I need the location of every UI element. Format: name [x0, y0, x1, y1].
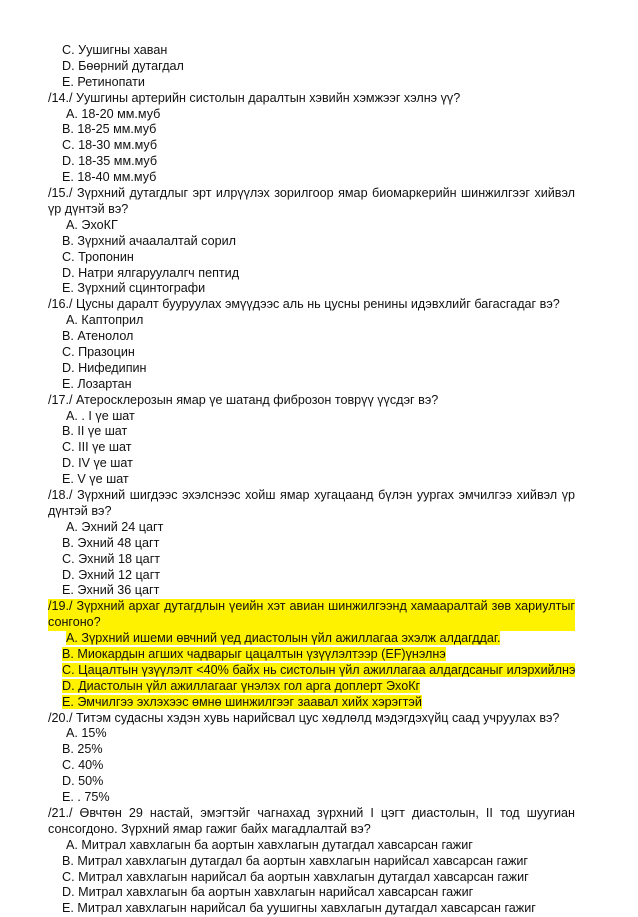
answer-option-row	[0, 440, 638, 456]
answer-option: D. 18-35 мм.муб	[62, 154, 158, 169]
answer-option: D. Митрал хавхлагын ба аортын хавхлагын нарийсал хавсарсан гажиг	[62, 885, 474, 900]
answer-option: E. Лозартан	[62, 376, 132, 391]
answer-option: C. 40%	[62, 758, 104, 773]
answer-option: E. . 75%	[62, 790, 110, 805]
question-text: /14./ Уушгины артерийн систолын даралтын хэвийн хэмжээг хэлнэ үү?	[48, 90, 461, 105]
answer-option-row	[0, 631, 638, 647]
answer-option-row	[0, 552, 638, 568]
answer-option: D. IV үе шат	[62, 456, 133, 471]
answer-option: B. Миокардын агших чадварыг цацалтын үзүүлэлтээр (EF)үнэлнэ	[62, 646, 446, 661]
answer-option: A. Каптоприл	[66, 313, 144, 328]
answer-option: E. Зүрхний сцинтографи	[62, 281, 206, 296]
answer-option: C. 18-30 мм.муб	[62, 138, 158, 153]
answer-option: A. Митрал хавхлагын ба аортын хавхлагын дутагдал хавсарсан гажиг	[66, 837, 473, 852]
answer-option: D. Эхний 12 цагт	[62, 567, 161, 582]
answer-option: D. Диастолын үйл ажиллагааг үнэлэх гол арга доплерт ЭхоКг	[62, 678, 421, 693]
answer-option: E. Митрал хавхлагын нарийсал ба уушигны хавхлагын дутагдал хавсарсан гажиг	[62, 901, 536, 916]
answer-option-row	[0, 726, 638, 742]
answer-option-row	[0, 885, 638, 901]
answer-option-row	[0, 138, 638, 154]
answer-option-row	[0, 234, 638, 250]
answer-option-row	[0, 583, 638, 599]
answer-option-row	[0, 742, 638, 758]
question-text: /20./ Титэм судасны хэдэн хувь нарийсвал цус хөдлөлд мэдэгдэхүйц саад учруулах вэ?	[48, 710, 560, 725]
answer-option-row	[0, 568, 638, 584]
answer-option-row	[0, 854, 638, 870]
answer-option-row	[0, 758, 638, 774]
answer-option-row	[0, 838, 638, 854]
answer-option-row	[0, 790, 638, 806]
answer-option: A. Эхний 24 цагт	[66, 519, 164, 534]
question-text: /16./ Цусны даралт бууруулах эмүүдээс аль нь цусны ренины идэвхлийг багасгадаг вэ?	[48, 297, 560, 312]
answer-option: E. 18-40 мм.муб	[62, 170, 157, 185]
answer-option: A. ЭхоКГ	[66, 217, 118, 232]
answer-option-row	[0, 329, 638, 345]
answer-option: D. Натри ялгаруулалгч пептид	[62, 265, 240, 280]
answer-option: A. 15%	[66, 726, 107, 741]
answer-option-row	[0, 345, 638, 361]
answer-option: C. Цацалтын үзүүлэлт <40% байх нь систолын үйл ажиллагаа алдагдсаныг илэрхийлнэ	[62, 662, 576, 677]
answer-option-row	[0, 43, 638, 59]
answer-option-row	[0, 218, 638, 234]
answer-option-row	[0, 281, 638, 297]
answer-option: B. 25%	[62, 742, 103, 757]
answer-option: C. Празоцин	[62, 344, 135, 359]
answer-option-row	[0, 472, 638, 488]
question-text: /21./ Өвчтөн 29 настай, эмэгтэйг чагнахад зүрхний I цэгт диастолын, II тод шуугиан сонсогдоно. Зүрхний ямар гажиг байх магадлалтай вэ?	[48, 805, 575, 836]
answer-option-row	[0, 154, 638, 170]
question-text: /18./ Зүрхний шигдээс эхэлснээс хойш ямар хугацаанд бүлэн уургах эмчилгээ хийвэл үр дүнтэй вэ?	[48, 488, 575, 518]
answer-option: A. . I үе шат	[66, 408, 135, 423]
answer-option: D. 50%	[62, 774, 104, 789]
answer-option: B. II үе шат	[62, 424, 128, 439]
answer-option: B. Зүрхний ачаалалтай сорил	[62, 233, 236, 248]
answer-option: B. Атенолол	[62, 329, 134, 344]
answer-option-row	[0, 59, 638, 75]
answer-option-row	[0, 75, 638, 91]
answer-option: E. Эмчилгээ эхлэхээс өмнө шинжилгээг заавал хийх хэрэгтэй	[62, 694, 422, 709]
answer-option-row	[0, 170, 638, 186]
answer-option-row	[0, 107, 638, 123]
answer-option: A. 18-20 мм.муб	[66, 106, 161, 121]
answer-option: D. Бөөрний дутагдал	[62, 58, 184, 73]
question-text: /19./ Зүрхний архаг дутагдлын үеийн хэт авиан шинжилгээнд хамааралтай зөв хариултыг сонгоно?	[48, 599, 575, 630]
answer-option: E. Ретинопати	[62, 74, 145, 89]
answer-option-row	[0, 409, 638, 425]
answer-option-row	[0, 695, 638, 711]
answer-option-row	[0, 377, 638, 393]
answer-option-row	[0, 679, 638, 695]
answer-option: C. Уушигны хаван	[62, 43, 168, 57]
answer-option: A. Зүрхний ишеми өвчний үед диастолын үйл ажиллагаа эхэлж алдагддаг.	[66, 631, 501, 646]
answer-option-row	[0, 663, 638, 679]
answer-option: E. V үе шат	[62, 472, 129, 487]
question-text: /15./ Зүрхний дутагдлыг эрт илрүүлэх зорилгоор ямар биомаркерийн шинжилгээг хийвэл үр дүнтэй вэ?	[48, 186, 575, 216]
answer-option-row	[0, 520, 638, 536]
answer-option: C. Эхний 18 цагт	[62, 551, 161, 566]
answer-option: D. Нифедипин	[62, 360, 147, 375]
answer-option-row	[0, 250, 638, 266]
answer-option: C. III үе шат	[62, 440, 132, 455]
answer-option-row	[0, 456, 638, 472]
answer-option-row	[0, 536, 638, 552]
answer-option-row	[0, 361, 638, 377]
answer-option: B. Эхний 48 цагт	[62, 535, 160, 550]
answer-option: C. Митрал хавхлагын нарийсал ба аортын хавхлагын дутагдал хавсарсан гажиг	[62, 869, 529, 884]
answer-option: B. Митрал хавхлагын дутагдал ба аортын хавхлагын нарийсал хавсарсан гажиг	[62, 853, 529, 868]
answer-option: C. Тропонин	[62, 249, 134, 264]
answer-option-row	[0, 313, 638, 329]
answer-option: B. 18-25 мм.муб	[62, 122, 157, 137]
question-text: /17./ Атеросклерозын ямар үе шатанд фиброзон товрүү үүсдэг вэ?	[48, 392, 439, 407]
answer-option-row	[0, 774, 638, 790]
answer-option-row	[0, 901, 638, 917]
answer-option: E. Эхний 36 цагт	[62, 583, 160, 598]
answer-option-row	[0, 647, 638, 663]
answer-option-row	[0, 424, 638, 440]
answer-option-row	[0, 870, 638, 886]
answer-option-row	[0, 122, 638, 138]
answer-option-row	[0, 266, 638, 282]
